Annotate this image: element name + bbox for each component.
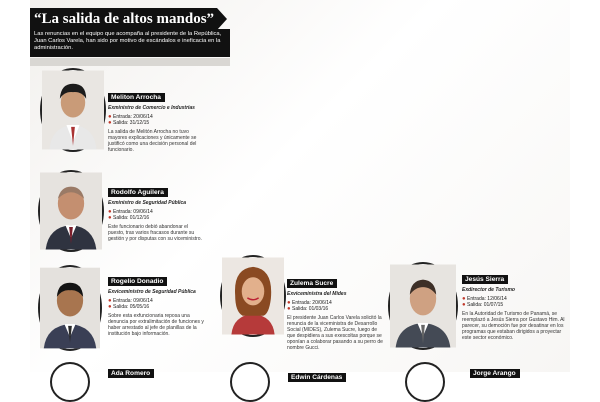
- profile-name: Rogelio Donadio: [108, 277, 167, 286]
- profile-entrada: Entrada: 09/06/14: [113, 209, 153, 215]
- profile-entrada: Entrada: 20/06/14: [113, 114, 153, 120]
- profile-dates: [108, 298, 204, 310]
- portrait-rogelio-donadio: [38, 265, 102, 351]
- bullet-icon: ●: [108, 120, 112, 126]
- portrait-partial: [50, 362, 90, 402]
- profile-salida: Salida: 31/12/15: [113, 120, 150, 126]
- bullet-icon: ●: [108, 298, 112, 304]
- profile-role: Exdirector de Turismo: [462, 287, 515, 293]
- portrait-jesus-sierra: [388, 262, 458, 350]
- intro-text: Las renuncias en el equipo que acompaña al presidente de la República, Juan Carlos Varela, han sido por motivo de escándalos e ineficacia en la administración.: [30, 29, 230, 57]
- profile-name: Ada Romero: [108, 369, 154, 378]
- profile-name: Rodolfo Aguilera: [108, 188, 168, 197]
- bullet-icon: ●: [462, 296, 466, 302]
- profile-role: Exviceministro de Seguridad Pública: [108, 289, 196, 295]
- profile-name: Jesús Sierra: [462, 275, 508, 284]
- bullet-icon: ●: [287, 300, 291, 306]
- profile-description: Este funcionario debió abandonar el puesto, tras varios fracasos durante su gestión y por disputas con su viceministro.: [108, 224, 202, 242]
- profile-rodolfo-aguilera: [108, 181, 204, 242]
- profile-salida: Salida: 05/05/16: [113, 304, 150, 310]
- portrait-partial: [405, 362, 445, 402]
- person-photo-icon: [40, 172, 102, 250]
- profile-entrada: Entrada: 09/06/14: [113, 298, 153, 304]
- profile-zulema-sucre: [287, 272, 385, 351]
- profile-rogelio-donadio: [108, 270, 204, 337]
- intro-shadow: [30, 58, 230, 66]
- portrait-meliton-arrocha: [40, 68, 106, 152]
- profile-name: Edwin Cárdenas: [288, 373, 346, 382]
- profile-salida: Salida: 01/07/15: [467, 302, 504, 308]
- profile-name: Meliton Arrocha: [108, 93, 165, 102]
- profile-description: Sobre esta exfuncionaria reposa una denuncia por extralimitación de funciones y haber arrestado al jefe de planillas de la institución bajo información.: [108, 313, 204, 337]
- profile-salida: Salida: 01/03/16: [292, 306, 329, 312]
- portrait-rodolfo-aguilera: [38, 170, 104, 252]
- profile-salida: Salida: 01/12/16: [113, 215, 150, 221]
- profile-role: Exviceministra del Mides: [287, 291, 347, 297]
- bullet-icon: ●: [108, 114, 112, 120]
- person-photo-icon: [42, 70, 104, 150]
- profile-meliton-arrocha: [108, 86, 204, 153]
- bullet-icon: ●: [108, 215, 112, 221]
- profile-ada-romero: [108, 362, 204, 380]
- profile-entrada: Entrada: 20/06/14: [292, 300, 332, 306]
- profile-role: Exministro de Seguridad Pública: [108, 200, 187, 206]
- profile-dates: [108, 209, 204, 221]
- profile-entrada: Entrada: 12/06/14: [467, 296, 507, 302]
- headline: “La salida de altos mandos”: [30, 8, 217, 30]
- bullet-icon: ●: [287, 306, 291, 312]
- news-page: [30, 0, 570, 381]
- profile-description: El presidente Juan Carlos Varela solicitó la renuncia de la viceministra de Desarrollo Social (MIDES), Zulema Sucre, luego de que despidiera a sus exescoltas porque se oponían a colaborar pasando a su perro de nombre Gucci.: [287, 315, 383, 351]
- profile-description: En la Autoridad de Turismo de Panamá, se reemplazó a Jesús Sierra por Gustavo Him. Al parecer, su democión fue por desatinar en los programas que estaban dirigidos a proyectar este sector económico.: [462, 311, 565, 341]
- person-photo-icon: [390, 264, 456, 348]
- person-photo-icon: [40, 267, 100, 349]
- profile-dates: [108, 114, 204, 126]
- profile-jesus-sierra: [462, 268, 566, 341]
- profile-edwin-cardenas: [288, 366, 384, 384]
- bullet-icon: ●: [108, 304, 112, 310]
- portrait-zulema-sucre: [220, 255, 286, 337]
- profile-name: Zulema Sucre: [287, 279, 337, 288]
- bullet-icon: ●: [462, 302, 466, 308]
- portrait-partial: [230, 362, 270, 402]
- profile-name: Jorge Arango: [470, 369, 520, 378]
- bullet-icon: ●: [108, 209, 112, 215]
- profile-role: Exministro de Comercio e Industrias: [108, 105, 195, 111]
- profile-description: La salida de Melitón Arrocha no tuvo mayores explicaciones y únicamente se justificó como una decisión personal del funcionario.: [108, 129, 197, 153]
- profile-jorge-arango: [470, 362, 566, 380]
- profile-dates: [287, 300, 385, 312]
- profile-dates: [462, 296, 566, 308]
- person-photo-icon: [222, 257, 284, 335]
